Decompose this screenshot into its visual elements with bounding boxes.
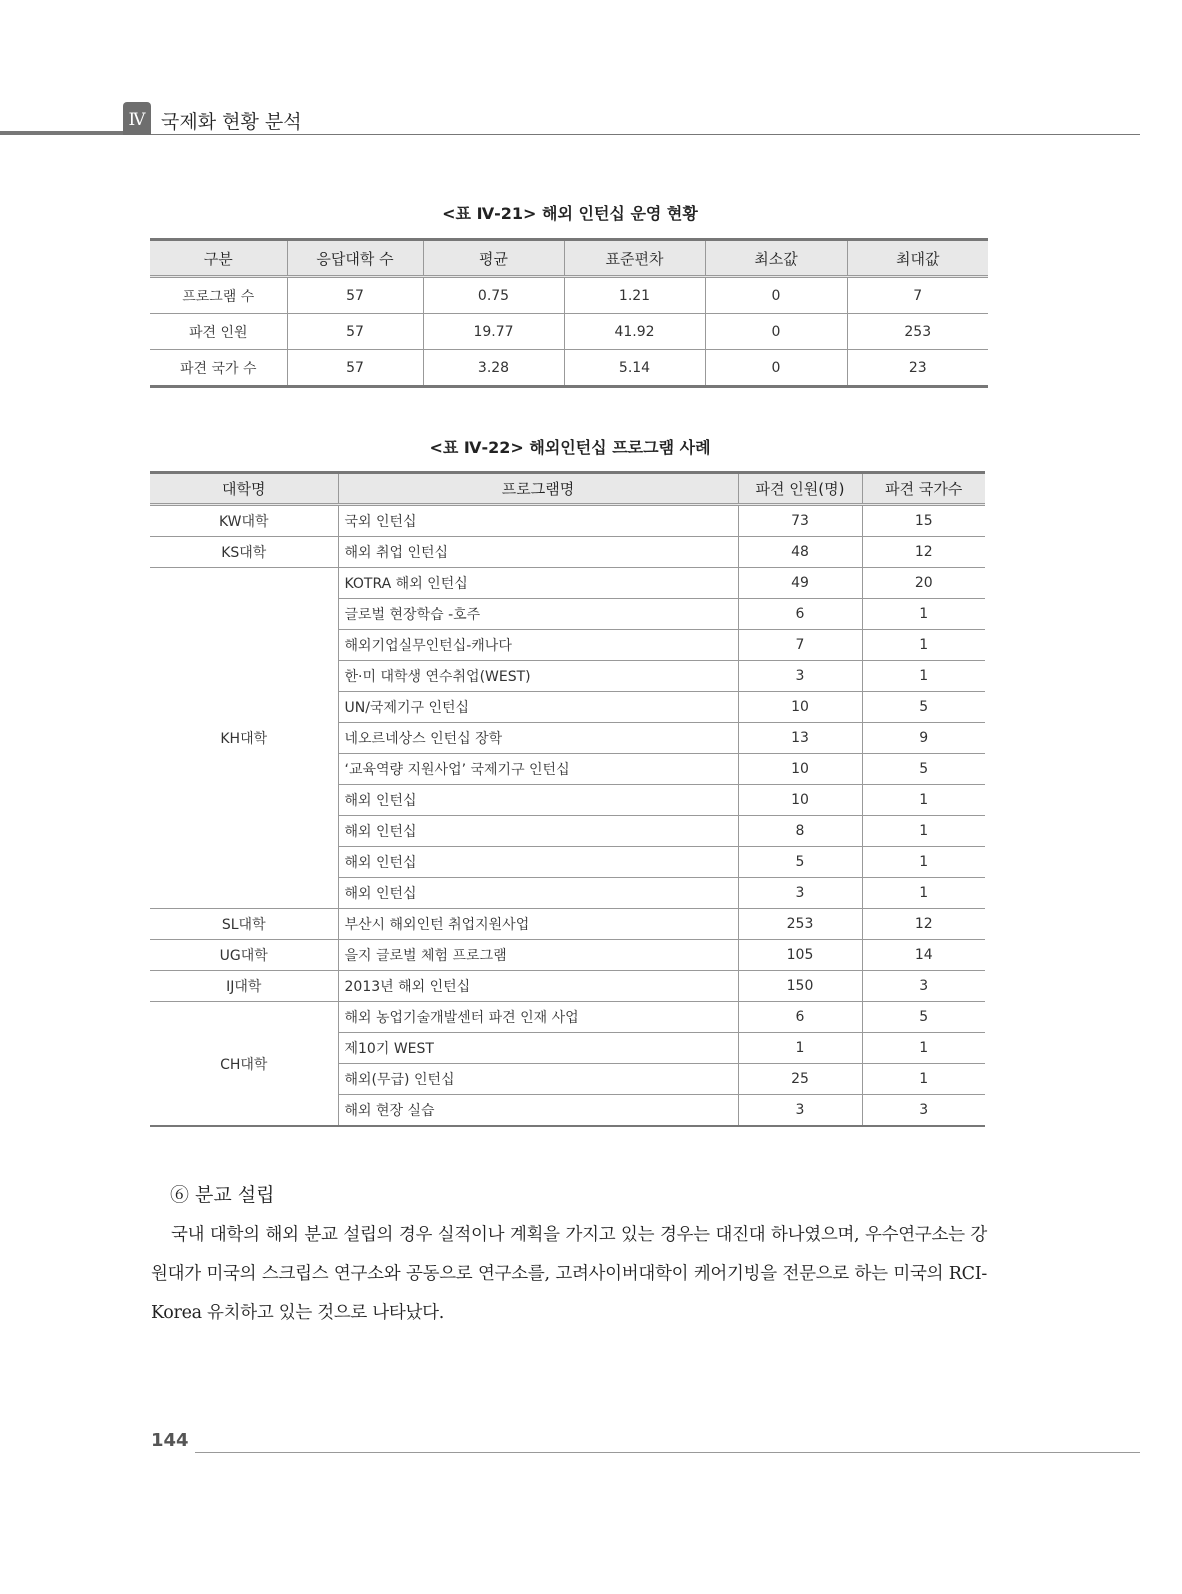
dispatched-people-cell: 7 [738, 630, 862, 661]
table-row [150, 537, 985, 568]
university-cell: KW대학 [150, 505, 338, 537]
dispatched-people-cell: 48 [738, 537, 862, 568]
program-name-cell: UN/국제기구 인턴십 [338, 692, 738, 723]
table-row [150, 314, 988, 350]
header-rule-thick [0, 131, 124, 135]
dispatched-people-cell: 1 [738, 1033, 862, 1064]
footer-rule [195, 1452, 1140, 1453]
body-paragraph: 국내 대학의 해외 분교 설립의 경우 실적이나 계획을 가지고 있는 경우는 대진대 하나였으며, 우수연구소는 강원대가 미국의 스크립스 연구소와 공동으로 연구소를, 고려사이버대학이 케어기빙을 전문으로 하는 미국의 RCI-Korea 유치하고 있는 것으로 나타났다. [151, 1225, 987, 1323]
table-row [150, 971, 985, 1002]
table-cell: 파견 인원 [150, 314, 287, 350]
dispatched-countries-cell: 15 [862, 505, 985, 537]
program-name-cell: 제10기 WEST [338, 1033, 738, 1064]
dispatched-people-cell: 150 [738, 971, 862, 1002]
program-name-cell: ‘교육역량 지원사업’ 국제기구 인턴십 [338, 754, 738, 785]
internship-programs-table [150, 471, 985, 1127]
dispatched-people-cell: 5 [738, 847, 862, 878]
table-row [150, 940, 985, 971]
table-row [150, 909, 985, 940]
dispatched-people-cell: 253 [738, 909, 862, 940]
table-cell: 0 [705, 350, 847, 387]
table-cell: 41.92 [564, 314, 705, 350]
page-number: 144 [151, 1430, 189, 1451]
dispatched-countries-cell: 3 [862, 971, 985, 1002]
program-name-cell: 해외 인턴십 [338, 816, 738, 847]
column-header: 대학명 [150, 473, 338, 505]
dispatched-people-cell: 3 [738, 661, 862, 692]
program-name-cell: 2013년 해외 인턴십 [338, 971, 738, 1002]
dispatched-people-cell: 6 [738, 1002, 862, 1033]
table-cell: 23 [847, 350, 988, 387]
column-header: 최소값 [705, 240, 847, 277]
dispatched-people-cell: 73 [738, 505, 862, 537]
column-header: 파견 국가수 [862, 473, 985, 505]
dispatched-countries-cell: 1 [862, 785, 985, 816]
table-cell: 1.21 [564, 277, 705, 314]
table-cell: 5.14 [564, 350, 705, 387]
table-cell: 0 [705, 277, 847, 314]
dispatched-people-cell: 10 [738, 785, 862, 816]
university-cell: CH대학 [150, 1002, 338, 1127]
university-cell: SL대학 [150, 909, 338, 940]
dispatched-countries-cell: 9 [862, 723, 985, 754]
internship-summary-table [150, 238, 988, 388]
dispatched-countries-cell: 1 [862, 1033, 985, 1064]
column-header: 최대값 [847, 240, 988, 277]
dispatched-countries-cell: 1 [862, 599, 985, 630]
table-cell: 19.77 [423, 314, 564, 350]
program-name-cell: 을지 글로벌 체험 프로그램 [338, 940, 738, 971]
program-name-cell: 해외 인턴십 [338, 785, 738, 816]
program-name-cell: 한·미 대학생 연수취업(WEST) [338, 661, 738, 692]
dispatched-countries-cell: 1 [862, 878, 985, 909]
program-name-cell: 해외(무급) 인턴십 [338, 1064, 738, 1095]
dispatched-people-cell: 10 [738, 692, 862, 723]
column-header: 표준편차 [564, 240, 705, 277]
dispatched-people-cell: 49 [738, 568, 862, 599]
university-cell: UG대학 [150, 940, 338, 971]
table-cell: 57 [287, 350, 423, 387]
dispatched-countries-cell: 1 [862, 1064, 985, 1095]
table-cell: 3.28 [423, 350, 564, 387]
program-name-cell: 해외 취업 인턴십 [338, 537, 738, 568]
program-name-cell: 네오르네상스 인턴십 장학 [338, 723, 738, 754]
dispatched-people-cell: 25 [738, 1064, 862, 1095]
table-row [150, 568, 985, 599]
table2-caption: <표 Ⅳ-22> 해외인턴십 프로그램 사례 [429, 438, 711, 457]
table-cell: 7 [847, 277, 988, 314]
university-cell: IJ대학 [150, 971, 338, 1002]
column-header: 구분 [150, 240, 287, 277]
table-cell: 0 [705, 314, 847, 350]
table1-caption: <표 Ⅳ-21> 해외 인턴십 운영 현황 [442, 204, 698, 223]
column-header: 평균 [423, 240, 564, 277]
dispatched-people-cell: 8 [738, 816, 862, 847]
dispatched-countries-cell: 12 [862, 909, 985, 940]
dispatched-countries-cell: 14 [862, 940, 985, 971]
dispatched-countries-cell: 3 [862, 1095, 985, 1127]
section-heading: ⑥ 분교 설립 [170, 1184, 275, 1206]
dispatched-countries-cell: 1 [862, 847, 985, 878]
program-name-cell: 해외 현장 실습 [338, 1095, 738, 1127]
column-header: 프로그램명 [338, 473, 738, 505]
chapter-title: 국제화 현황 분석 [161, 111, 302, 133]
table-row [150, 277, 988, 314]
table-cell: 57 [287, 314, 423, 350]
table-row [150, 505, 985, 537]
table-row [150, 1002, 985, 1033]
program-name-cell: 해외 농업기술개발센터 파견 인재 사업 [338, 1002, 738, 1033]
dispatched-countries-cell: 12 [862, 537, 985, 568]
dispatched-countries-cell: 1 [862, 661, 985, 692]
table-cell: 파견 국가 수 [150, 350, 287, 387]
dispatched-countries-cell: 1 [862, 630, 985, 661]
dispatched-countries-cell: 5 [862, 754, 985, 785]
program-name-cell: 해외 인턴십 [338, 878, 738, 909]
dispatched-people-cell: 3 [738, 878, 862, 909]
dispatched-countries-cell: 5 [862, 692, 985, 723]
dispatched-countries-cell: 20 [862, 568, 985, 599]
dispatched-people-cell: 3 [738, 1095, 862, 1127]
dispatched-countries-cell: 5 [862, 1002, 985, 1033]
table-cell: 0.75 [423, 277, 564, 314]
column-header: 파견 인원(명) [738, 473, 862, 505]
column-header: 응답대학 수 [287, 240, 423, 277]
header-rule [124, 134, 1140, 135]
university-cell: KS대학 [150, 537, 338, 568]
program-name-cell: KOTRA 해외 인턴십 [338, 568, 738, 599]
program-name-cell: 해외기업실무인턴십-캐나다 [338, 630, 738, 661]
dispatched-people-cell: 13 [738, 723, 862, 754]
university-cell: KH대학 [150, 568, 338, 909]
program-name-cell: 부산시 해외인턴 취업지원사업 [338, 909, 738, 940]
table-cell: 57 [287, 277, 423, 314]
dispatched-people-cell: 6 [738, 599, 862, 630]
table-cell: 프로그램 수 [150, 277, 287, 314]
program-name-cell: 국외 인턴십 [338, 505, 738, 537]
table-cell: 253 [847, 314, 988, 350]
chapter-badge: Ⅳ [123, 102, 151, 135]
dispatched-countries-cell: 1 [862, 816, 985, 847]
table-row [150, 350, 988, 387]
program-name-cell: 해외 인턴십 [338, 847, 738, 878]
program-name-cell: 글로벌 현장학습 -호주 [338, 599, 738, 630]
dispatched-people-cell: 10 [738, 754, 862, 785]
dispatched-people-cell: 105 [738, 940, 862, 971]
